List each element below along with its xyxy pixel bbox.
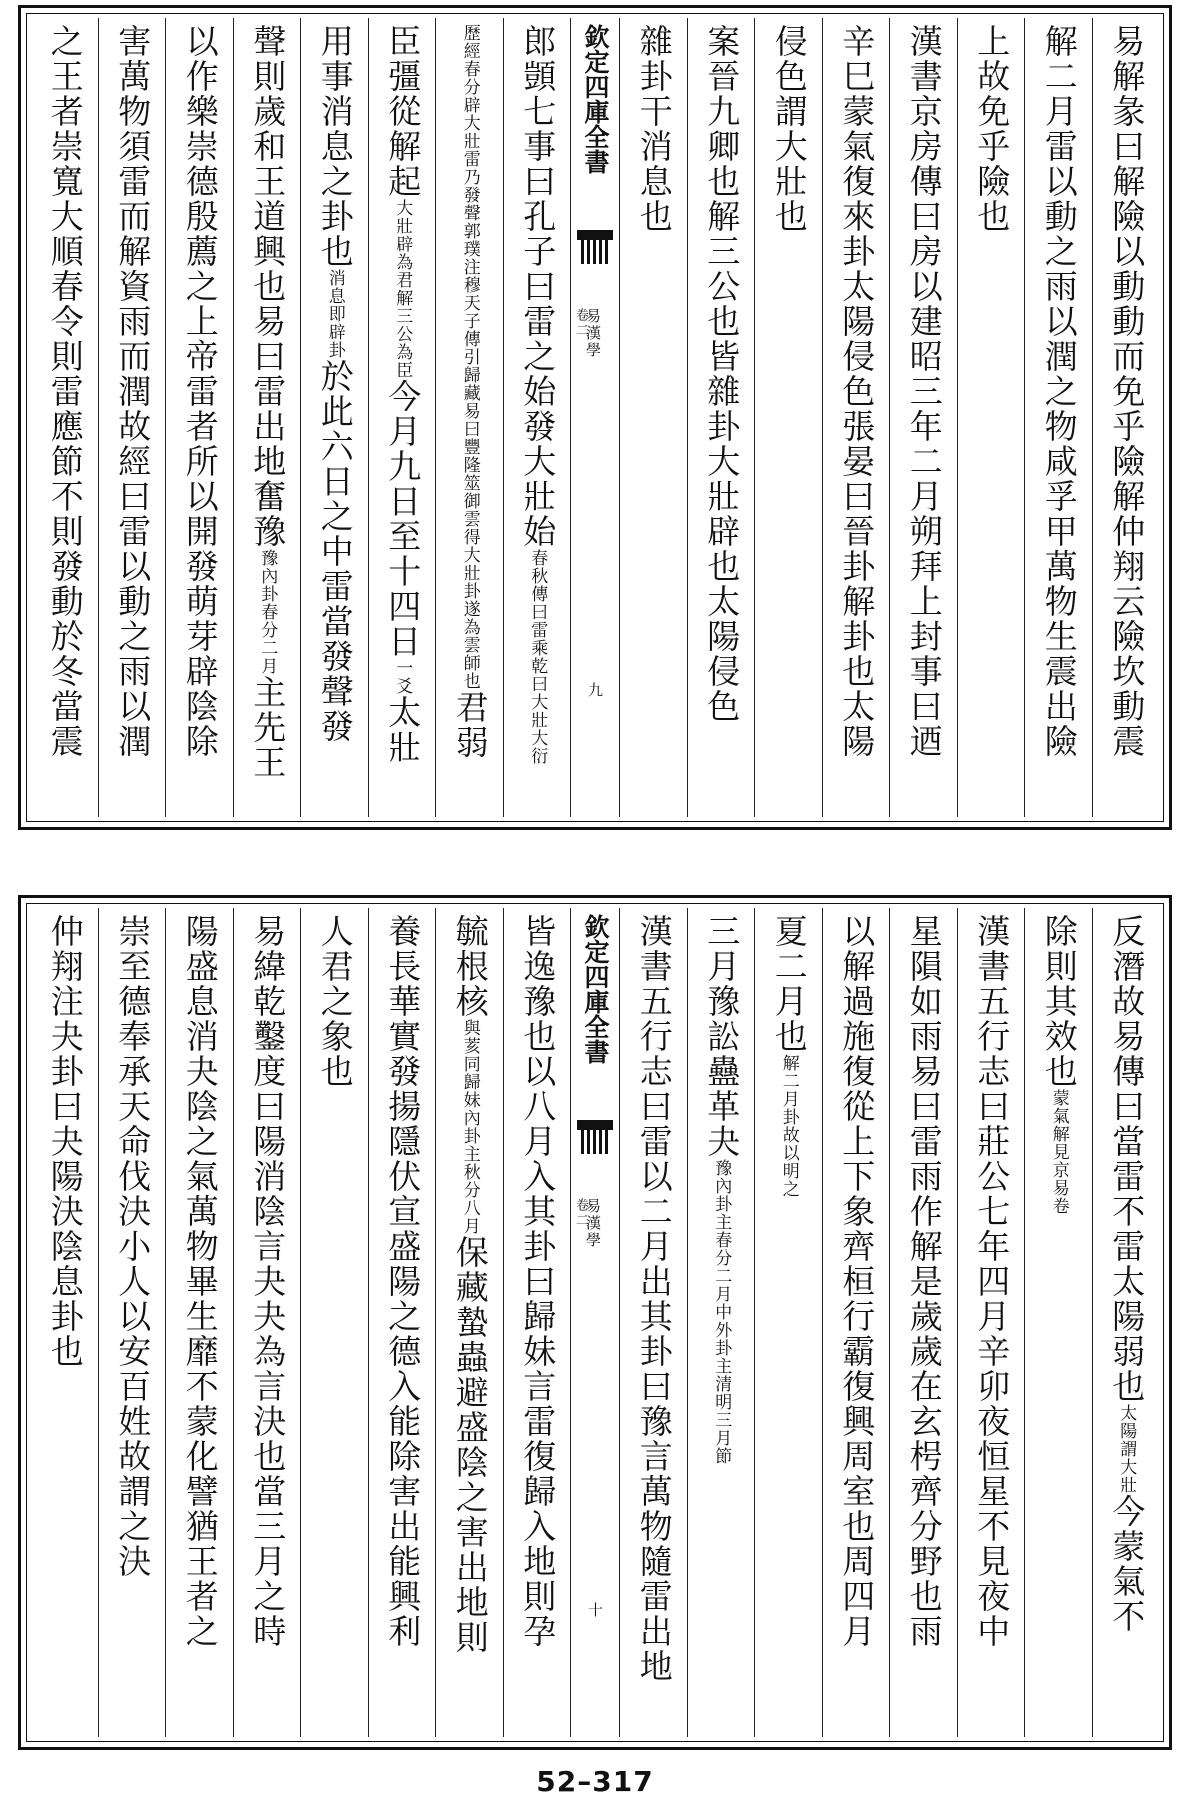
text-column xyxy=(98,18,166,817)
main-text: 上故免乎險也 xyxy=(972,24,1012,234)
main-text: 保藏蟄蟲避盛陰之害出地則 xyxy=(450,1235,490,1655)
spine-title: 欽定四庫全書 xyxy=(581,24,610,174)
text-column xyxy=(368,18,436,817)
column-text xyxy=(515,914,558,1737)
main-text: 漢書五行志曰雷以二月出其卦曰豫言萬物隨雷出地 xyxy=(634,914,674,1684)
annotation-note: 解二月卦故以明之 xyxy=(778,1054,799,1198)
annotation-note: 春秋傳曰雷乘乾曰大壯大衍 xyxy=(527,549,548,765)
bottom-page xyxy=(18,895,1172,1750)
main-text: 皆逸豫也以八月入其卦曰歸妹言雷復歸入地則孕 xyxy=(518,914,558,1649)
column-text xyxy=(1104,24,1147,817)
main-text: 辛巳蒙氣復來卦太陽侵色張晏曰晉卦解卦也太陽 xyxy=(837,24,877,759)
text-column xyxy=(1024,18,1092,817)
main-text: 三月豫訟蠱革夬 xyxy=(702,914,742,1159)
column-text xyxy=(902,24,945,817)
column-text xyxy=(969,914,1012,1737)
text-column xyxy=(1092,18,1160,817)
annotation-note: 大壯辟為君解三公為臣 xyxy=(392,199,413,379)
top-page xyxy=(18,5,1172,830)
spine-folio: 九 xyxy=(586,682,604,697)
text-column xyxy=(1092,908,1160,1737)
annotation-note: 蒙氣解見京易卷 xyxy=(1048,1089,1069,1215)
column-text xyxy=(448,914,491,1737)
text-column xyxy=(754,908,822,1737)
main-text: 反潛故易傳曰當雷不雷太陽弱也 xyxy=(1107,914,1147,1404)
column-text xyxy=(632,24,675,817)
text-column xyxy=(435,908,503,1737)
main-text: 害萬物須雷而解資雨而潤故經曰雷以動之雨以潤 xyxy=(113,24,153,759)
main-text: 解二月雷以動之雨以潤之物咸孚甲萬物生震出險 xyxy=(1039,24,1079,759)
spine-folio: 十 xyxy=(586,1602,604,1617)
main-text: 之王者崇寬大順春令則雷應節不則發動於冬當震 xyxy=(45,24,85,759)
column-text xyxy=(110,24,153,817)
text-column xyxy=(687,18,755,817)
text-column xyxy=(300,18,368,817)
text-column xyxy=(619,18,687,817)
column-text xyxy=(380,24,423,817)
text-column xyxy=(98,908,166,1737)
fishtail-mark xyxy=(577,230,613,270)
page-number: 52–317 xyxy=(536,1765,654,1798)
main-text: 易解彖曰解險以動動而免乎險解仲翔云險坎動震 xyxy=(1107,24,1147,759)
main-text: 君弱 xyxy=(450,690,490,760)
text-column xyxy=(233,908,301,1737)
main-text: 雜卦干消息也 xyxy=(634,24,674,234)
main-text: 人君之象也 xyxy=(315,914,355,1089)
column-text xyxy=(515,24,558,817)
text-column xyxy=(31,908,98,1737)
spine-volume: 卷二 xyxy=(573,308,588,338)
column-text xyxy=(699,914,742,1737)
main-text: 崇至德奉承天命伐決小人以安百姓故謂之決 xyxy=(113,914,153,1579)
text-column xyxy=(822,18,890,817)
text-column xyxy=(233,18,301,817)
column-text xyxy=(834,914,877,1737)
column-text xyxy=(902,914,945,1737)
text-column xyxy=(503,18,571,817)
column-text xyxy=(1104,914,1147,1737)
main-text: 漢書京房傳曰房以建昭三年二月朔拜上封事曰迺 xyxy=(904,24,944,759)
spine-volume: 卷二 xyxy=(573,1198,588,1228)
main-text: 易緯乾鑿度曰陽消陰言夬夬為言決也當三月之時 xyxy=(248,914,288,1649)
spine-book-title: 易漢學 xyxy=(584,308,602,359)
text-column xyxy=(165,908,233,1737)
annotation-note: 與荄同歸妹內卦主秋分八月 xyxy=(459,1019,480,1235)
column-text xyxy=(1037,914,1080,1737)
spine-margin xyxy=(570,18,619,817)
column-text xyxy=(448,24,491,817)
main-text: 夏二月也 xyxy=(769,914,809,1054)
column-text xyxy=(632,914,675,1737)
main-text: 今月九日至十四日 xyxy=(383,379,423,659)
text-column xyxy=(687,908,755,1737)
column-text xyxy=(969,24,1012,817)
top-page-columns xyxy=(31,18,1159,817)
main-text: 聲則歲和王道興也易曰雷出地奮豫 xyxy=(248,24,288,549)
column-text xyxy=(313,914,356,1737)
text-column xyxy=(503,908,571,1737)
column-text xyxy=(245,24,288,817)
spine-margin xyxy=(570,908,619,1737)
fishtail-mark xyxy=(577,1120,613,1160)
main-text: 養長華實發揚隱伏宣盛陽之德入能除害出能興利 xyxy=(383,914,423,1649)
main-text: 除則其效也 xyxy=(1039,914,1079,1089)
main-text: 郎顗七事曰孔子曰雷之始發大壯始 xyxy=(518,24,558,549)
text-column xyxy=(957,18,1025,817)
main-text: 陽盛息消夬陰之氣萬物畢生靡不蒙化譬猶王者之 xyxy=(180,914,220,1649)
text-column xyxy=(300,908,368,1737)
column-text xyxy=(380,914,423,1737)
main-text: 以解過施復從上下象齊桓行霸復興周室也周四月 xyxy=(837,914,877,1649)
main-text: 用事消息之卦也 xyxy=(315,24,355,269)
text-column xyxy=(889,18,957,817)
column-text xyxy=(699,24,742,817)
text-column xyxy=(957,908,1025,1737)
annotation-note: 歷經春分辟大壯雷乃發聲郭璞注穆天子傳引歸藏易曰豐隆筮御雲得大壯卦遂為雲師也 xyxy=(459,24,480,690)
column-text xyxy=(43,914,86,1737)
column-text xyxy=(178,24,221,817)
main-text: 以作樂崇德殷薦之上帝雷者所以開發萌芽辟陰除 xyxy=(180,24,220,759)
column-text xyxy=(767,24,810,817)
main-text: 仲翔注夬卦曰夬陽決陰息卦也 xyxy=(45,914,85,1369)
main-text: 毓根核 xyxy=(450,914,490,1019)
text-column xyxy=(822,908,890,1737)
annotation-note: 豫內卦春分二月 xyxy=(257,549,278,675)
text-column xyxy=(435,18,503,817)
main-text: 主先王 xyxy=(248,675,288,780)
column-text xyxy=(178,914,221,1737)
main-text: 案晉九卿也解三公也皆雜卦大壯辟也太陽侵色 xyxy=(702,24,742,724)
main-text: 侵色謂大壯也 xyxy=(769,24,809,234)
annotation-note: 消息即辟卦 xyxy=(324,269,345,359)
bottom-page-columns xyxy=(31,908,1159,1737)
column-text xyxy=(767,914,810,1737)
main-text: 於此六日之中雷當發聲發 xyxy=(315,359,355,744)
column-text xyxy=(245,914,288,1737)
main-text: 星隕如雨易曰雷雨作解是歲歲在玄枵齊分野也雨 xyxy=(904,914,944,1649)
column-text xyxy=(313,24,356,817)
annotation-note: 豫內卦主春分二月中外卦主清明三月節 xyxy=(711,1159,732,1465)
column-text xyxy=(834,24,877,817)
text-column xyxy=(368,908,436,1737)
main-text: 漢書五行志曰莊公七年四月辛卯夜恒星不見夜中 xyxy=(972,914,1012,1649)
text-column xyxy=(619,908,687,1737)
main-text: 臣彊從解起 xyxy=(383,24,423,199)
text-column xyxy=(31,18,98,817)
column-text xyxy=(1037,24,1080,817)
annotation-note: 太陽謂大壯 xyxy=(1116,1404,1137,1494)
spine-title: 欽定四庫全書 xyxy=(581,914,610,1064)
main-text: 太壯 xyxy=(383,695,423,765)
text-column xyxy=(165,18,233,817)
text-column xyxy=(754,18,822,817)
spine-book-title: 易漢學 xyxy=(584,1198,602,1249)
text-column xyxy=(889,908,957,1737)
annotation-note: 一爻 xyxy=(392,659,413,695)
text-column xyxy=(1024,908,1092,1737)
column-text xyxy=(110,914,153,1737)
column-text xyxy=(43,24,86,817)
main-text: 今蒙氣不 xyxy=(1107,1494,1147,1634)
